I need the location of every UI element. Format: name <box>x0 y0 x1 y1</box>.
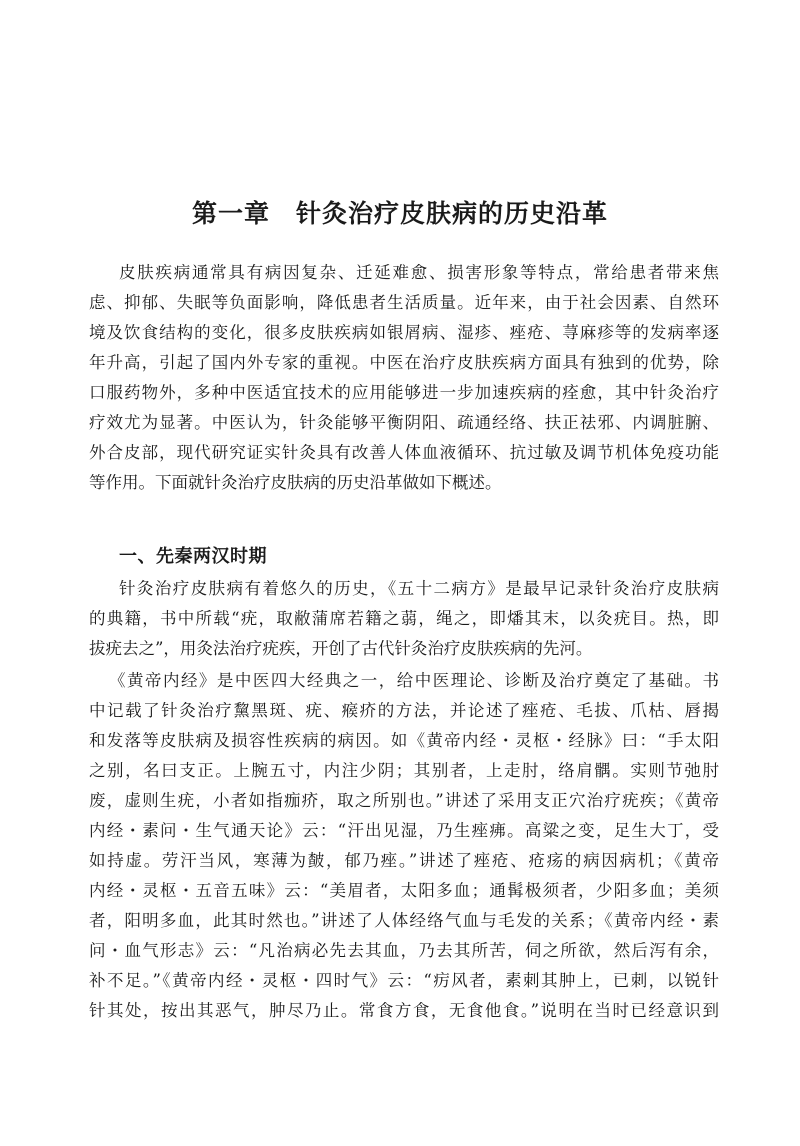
text-line: 内经・素问・生气通天论》云：“汗出见湿，乃生痤疿。高粱之变，足生大丁，受 <box>89 821 719 840</box>
text-line: 和发落等皮肤病及损容性疾病的病因。如《黄帝内经・灵枢・经脉》曰：“手太阳 <box>89 731 719 750</box>
text-line: 针灸治疗皮肤病有着悠久的历史，《五十二病方》是最早记录针灸治疗皮肤病 <box>119 579 719 598</box>
text-line: 境及饮食结构的变化，很多皮肤疾病如银屑病、湿疹、痤疮、荨麻疹等的发病率逐 <box>89 323 719 342</box>
text-line: 拔疣去之”，用灸法治疗疣疾，开创了古代针灸治疗皮肤疾病的先河。 <box>89 639 593 658</box>
text-line: 皮肤疾病通常具有病因复杂、迁延难愈、损害形象等特点，常给患者带来焦 <box>119 263 719 282</box>
text-line: 废，虚则生疣，小者如指痂疥，取之所别也。”讲述了采用支正穴治疗疣疾；《黄帝 <box>89 791 719 810</box>
text-line: 之别，名曰支正。上腕五寸，内注少阴；其别者，上走肘，络肩髃。实则节弛肘 <box>89 761 719 780</box>
text-line: 等作用。下面就针灸治疗皮肤病的历史沿革做如下概述。 <box>89 473 502 492</box>
text-line: 补不足。”《黄帝内经・灵枢・四时气》云：“疠风者，素刺其肿上，已刺，以锐针 <box>89 971 719 990</box>
text-line: 口服药物外，多种中医适宜技术的应用能够进一步加速疾病的痊愈，其中针灸治疗 <box>89 383 719 402</box>
text-line: 中记载了针灸治疗黧黑斑、疣、瘊疥的方法，并论述了痤疮、毛拔、爪枯、唇揭 <box>89 701 719 720</box>
text-line: 的典籍，书中所载“疣，取敝蒲席若籍之蒻，绳之，即燔其末，以灸疣目。热，即 <box>89 609 719 628</box>
section-heading: 一、先秦两汉时期 <box>119 546 267 567</box>
text-line: 年升高，引起了国内外专家的重视。中医在治疗皮肤疾病方面具有独到的优势，除 <box>89 353 719 372</box>
text-line: 外合皮部，现代研究证实针灸具有改善人体血液循环、抗过敏及调节机体免疫功能 <box>89 443 719 462</box>
intro-paragraph <box>89 258 719 498</box>
text-line: 虑、抑郁、失眠等负面影响，降低患者生活质量。近年来，由于社会因素、自然环 <box>89 293 719 312</box>
section-paragraph <box>89 574 719 664</box>
text-line: 如持虚。劳汗当风，寒薄为皶，郁乃痤。”讲述了痤疮、疮疡的病因病机；《黄帝 <box>89 851 719 870</box>
text-line: 者，阳明多血，此其时然也。”讲述了人体经络气血与毛发的关系；《黄帝内经・素 <box>89 911 719 930</box>
text-line: 针其处，按出其恶气，肿尽乃止。常食方食，无食他食。”说明在当时已经意识到 <box>89 1001 719 1020</box>
text-line: 内经・灵枢・五音五味》云：“美眉者，太阳多血；通髯极须者，少阳多血；美须 <box>89 881 719 900</box>
text-line: 《黄帝内经》是中医四大经典之一，给中医理论、诊断及治疗奠定了基础。书 <box>109 671 719 690</box>
text-line: 问・血气形志》云：“凡治病必先去其血，乃去其所苦，伺之所欲，然后泻有余， <box>89 941 719 960</box>
text-line: 疗效尤为显著。中医认为，针灸能够平衡阴阳、疏通经络、扶正祛邪、内调脏腑、 <box>89 413 719 432</box>
chapter-title: 第一章 针灸治疗皮肤病的历史沿革 <box>191 199 608 228</box>
section-paragraph <box>89 666 719 1026</box>
